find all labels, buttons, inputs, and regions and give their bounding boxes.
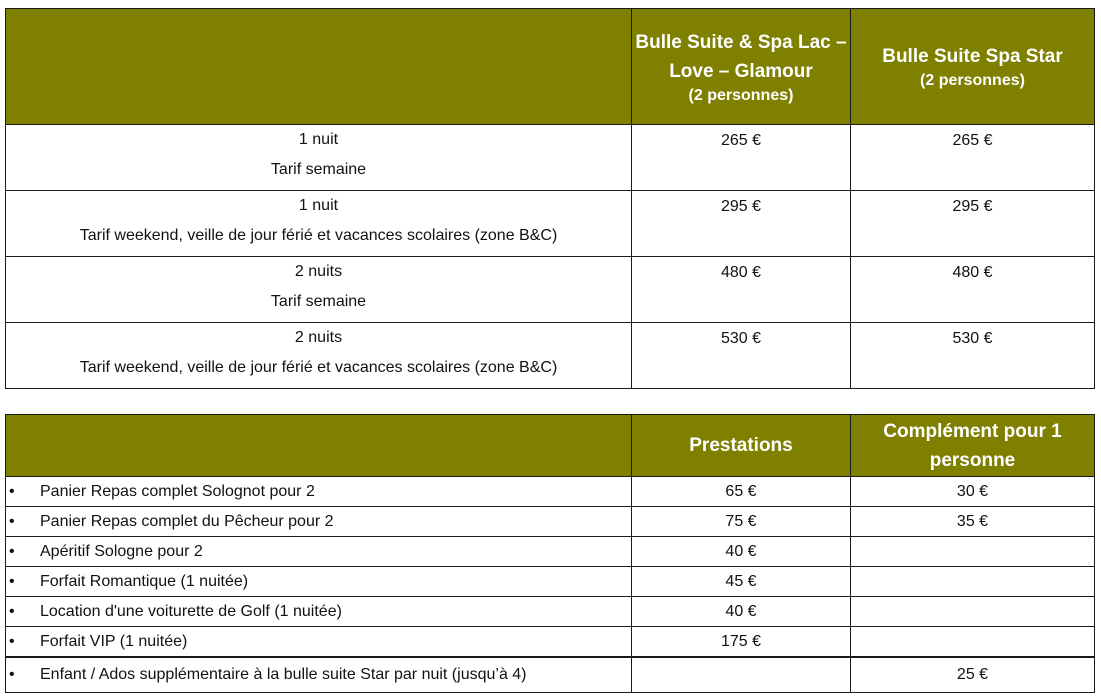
tarif-duration: 1 nuit <box>298 197 339 214</box>
prestation-row <box>6 537 1095 567</box>
prestation-price: 75 € <box>632 507 851 537</box>
bullet-icon: • <box>9 482 15 500</box>
prestation-label: Forfait VIP (1 nuitée) <box>40 632 188 650</box>
prestation-row <box>6 657 1095 693</box>
tarifs-header-star <box>851 9 1095 125</box>
header-subtitle: (2 personnes) <box>920 72 1025 89</box>
prestation-price: 175 € <box>632 627 851 658</box>
tarif-row <box>6 191 1095 257</box>
tarif-price-glamour: 480 € <box>632 257 851 323</box>
prestation-extra <box>851 597 1095 627</box>
prestation-row <box>6 597 1095 627</box>
prestation-extra: 35 € <box>851 507 1095 537</box>
prestation-label-cell <box>6 657 632 693</box>
tarifs-table <box>5 8 1095 389</box>
tarif-price-glamour: 530 € <box>632 323 851 389</box>
tarif-price-star: 530 € <box>851 323 1095 389</box>
tarif-description <box>6 257 632 323</box>
prestation-label-cell <box>6 597 632 627</box>
prestation-label-cell <box>6 567 632 597</box>
tarifs-header-lac-love-glamour <box>632 9 851 125</box>
prestation-price: 40 € <box>632 597 851 627</box>
prestation-extra: 30 € <box>851 477 1095 507</box>
prestation-label-cell <box>6 507 632 537</box>
prestation-label-cell <box>6 627 632 658</box>
bullet-icon: • <box>9 542 15 560</box>
header-title: Bulle Suite Spa Star <box>882 46 1063 67</box>
tarif-rate: Tarif weekend, veille de jour férié et vacances scolaires (zone B&C) <box>79 227 558 244</box>
tarifs-header-empty <box>6 9 632 125</box>
tarif-rate: Tarif semaine <box>270 293 367 310</box>
tarif-price-star: 295 € <box>851 191 1095 257</box>
prestation-label: Panier Repas complet Solognot pour 2 <box>40 482 315 500</box>
prestation-extra <box>851 567 1095 597</box>
prestation-extra <box>851 627 1095 658</box>
bullet-icon: • <box>9 602 15 620</box>
prestation-label: Apéritif Sologne pour 2 <box>40 542 203 560</box>
prestation-extra: 25 € <box>851 657 1095 693</box>
header-title: Bulle Suite & Spa Lac – Love – Glamour <box>635 31 847 82</box>
bullet-icon: • <box>9 572 15 590</box>
prestation-label-cell <box>6 537 632 567</box>
tarifs-header-row <box>6 9 1095 125</box>
tarif-row <box>6 323 1095 389</box>
prestation-row <box>6 507 1095 537</box>
prestation-label-cell <box>6 477 632 507</box>
tarif-price-glamour: 295 € <box>632 191 851 257</box>
tarif-row <box>6 257 1095 323</box>
prestations-header-row <box>6 415 1095 477</box>
tarif-price-star: 265 € <box>851 125 1095 191</box>
tarif-duration: 1 nuit <box>298 131 339 148</box>
tarif-description <box>6 125 632 191</box>
prestation-row <box>6 477 1095 507</box>
prestation-label: Enfant / Ados supplémentaire à la bulle suite Star par nuit (jusqu’à 4) <box>40 666 527 683</box>
prestation-row <box>6 567 1095 597</box>
bullet-icon: • <box>9 512 15 530</box>
tarif-description <box>6 323 632 389</box>
prestation-price <box>632 657 851 693</box>
tarif-rate: Tarif semaine <box>270 161 367 178</box>
bullet-icon: • <box>9 666 15 683</box>
tarif-row <box>6 125 1095 191</box>
header-subtitle: (2 personnes) <box>688 86 794 104</box>
bullet-icon: • <box>9 632 15 650</box>
prestations-header-empty <box>6 415 632 477</box>
prestation-price: 40 € <box>632 537 851 567</box>
tarif-duration: 2 nuits <box>294 263 343 280</box>
tarif-price-glamour: 265 € <box>632 125 851 191</box>
prestations-header-complement: Complément pour 1 personne <box>851 415 1095 477</box>
prestations-header-prestations: Prestations <box>632 415 851 477</box>
prestation-extra <box>851 537 1095 567</box>
prestation-price: 65 € <box>632 477 851 507</box>
prestations-table <box>5 414 1095 693</box>
tarif-duration: 2 nuits <box>294 329 343 346</box>
tarif-description <box>6 191 632 257</box>
prestation-label: Panier Repas complet du Pêcheur pour 2 <box>40 512 334 530</box>
prestation-label: Forfait Romantique (1 nuitée) <box>40 572 249 590</box>
tarif-rate: Tarif weekend, veille de jour férié et vacances scolaires (zone B&C) <box>79 359 558 376</box>
prestation-row <box>6 627 1095 658</box>
prestation-price: 45 € <box>632 567 851 597</box>
tarif-price-star: 480 € <box>851 257 1095 323</box>
prestation-label: Location d'une voiturette de Golf (1 nuitée) <box>40 602 342 620</box>
